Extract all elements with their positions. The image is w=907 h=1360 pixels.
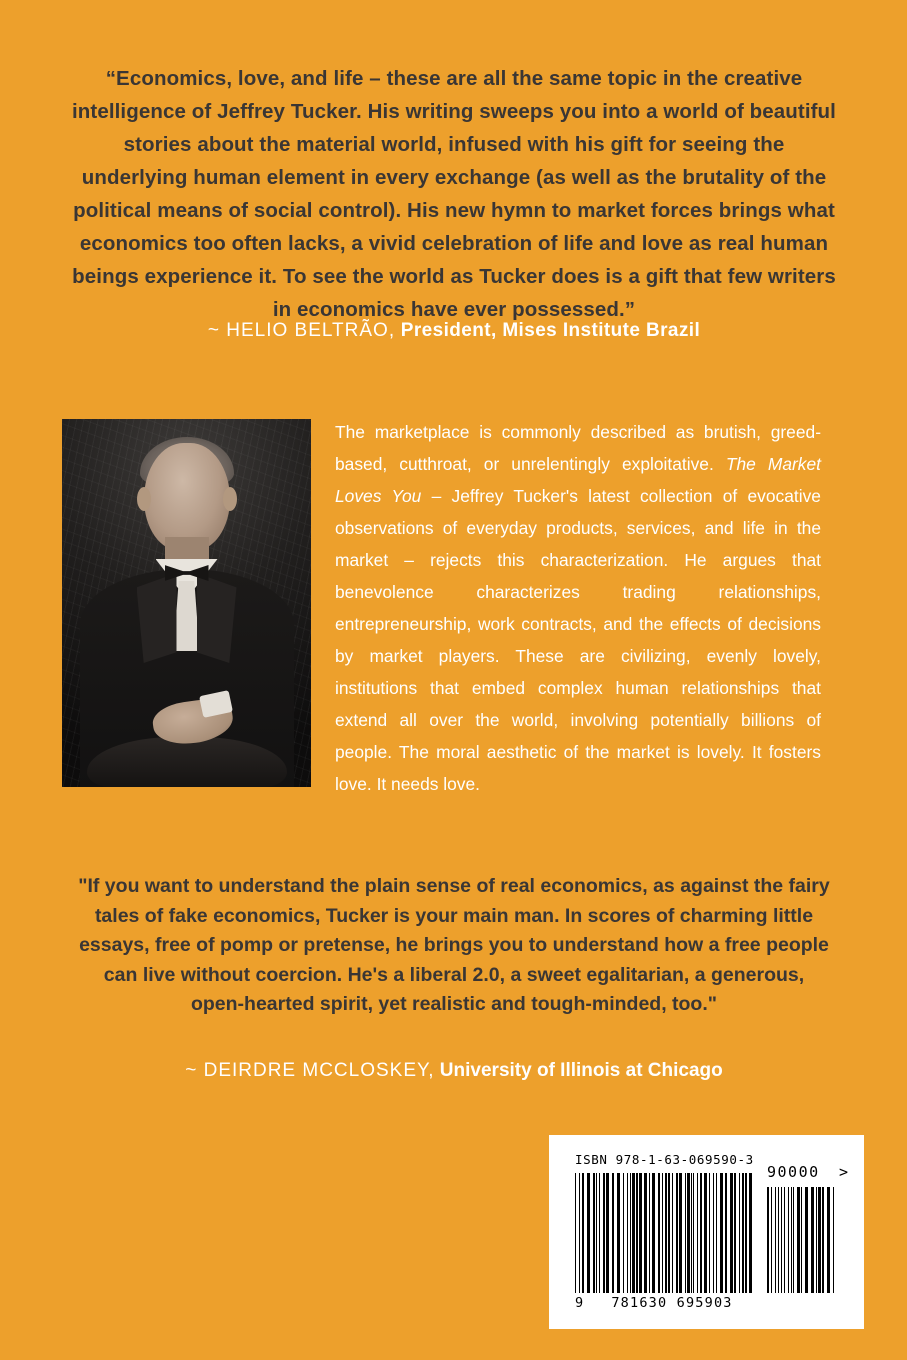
barcode-bar	[822, 1187, 824, 1293]
barcode-bar	[745, 1173, 747, 1293]
barcode-bar	[725, 1173, 727, 1293]
barcode-bar	[676, 1173, 678, 1293]
barcode-bar	[771, 1187, 772, 1293]
barcode-bar	[685, 1173, 686, 1293]
barcode-bar	[700, 1173, 702, 1293]
barcode-bar	[797, 1187, 800, 1293]
barcode-bar	[579, 1173, 580, 1293]
barcode-bar	[720, 1173, 723, 1293]
barcode-bar	[632, 1173, 635, 1293]
barcode-bar	[599, 1173, 600, 1293]
portrait-lapel-left	[137, 573, 177, 663]
barcode-bar	[816, 1187, 817, 1293]
portrait-lapel-right	[197, 573, 237, 663]
barcode-bar	[652, 1173, 655, 1293]
author-portrait-photo	[62, 419, 311, 787]
barcode-bar	[781, 1187, 782, 1293]
barcode-bar	[739, 1173, 740, 1293]
bottom-endorsement-attribution	[78, 1058, 830, 1084]
barcode-bar	[793, 1187, 794, 1293]
barcode-bar	[833, 1187, 834, 1293]
top-endorsement-quote: “Economics, love, and life – these are all the same topic in the creative intelligence of Jeffrey Tucker. His writing sweeps you into a world of beautiful stories about the material world, infused with his gift for seeing the underlying human element in every exchange (as well as the brutality of the political means of social control). His new hymn to market forces brings what economics too often lacks, a vivid celebration of life and love as real human beings experience it. To see the world as Tucker does is a gift that few writers in economics have ever possessed.”	[72, 67, 836, 321]
ean13-first-digit: 9	[575, 1295, 585, 1311]
barcode-bar	[713, 1173, 714, 1293]
barcode-bar	[649, 1173, 650, 1293]
portrait-ear-right	[223, 487, 237, 511]
barcode-bar	[818, 1187, 821, 1293]
barcode-bar	[575, 1173, 576, 1293]
barcode-bar	[658, 1173, 660, 1293]
barcode-bar	[788, 1187, 789, 1293]
barcode-bar	[668, 1173, 670, 1293]
barcode-bar	[687, 1173, 690, 1293]
barcode-bar	[630, 1173, 631, 1293]
barcode-bar	[827, 1187, 830, 1293]
barcode-bar	[672, 1173, 673, 1293]
ean5-digits: 90000	[767, 1163, 820, 1181]
barcode-bar	[587, 1173, 590, 1293]
description-part-1: The marketplace is commonly described as brutish, greed-based, cutthroat, or unrelentingly exploitative.	[335, 422, 821, 474]
barcode-bar	[603, 1173, 605, 1293]
barcode-bar	[623, 1173, 624, 1293]
bottom-endorsement-name: ~ DEIRDRE MCCLOSKEY,	[185, 1060, 435, 1081]
barcode-bar	[627, 1173, 628, 1293]
barcode-bar	[612, 1173, 614, 1293]
barcode-bar	[704, 1173, 707, 1293]
barcode-bar	[679, 1173, 682, 1293]
bottom-endorsement-role: University of Illinois at Chicago	[434, 1060, 723, 1081]
barcode-bar	[767, 1187, 769, 1293]
ean13-barcode	[575, 1173, 755, 1293]
barcode-bar	[734, 1173, 736, 1293]
portrait-ear-left	[137, 487, 151, 511]
barcode-bar	[805, 1187, 808, 1293]
barcode-bar	[582, 1173, 584, 1293]
portrait-head	[144, 443, 230, 551]
barcode-bar	[662, 1173, 663, 1293]
bottom-endorsement-quote: "If you want to understand the plain sense of real economics, as against the fairy tales of fake economics, Tucker is your main man. In scores of charming little essays, free of pomp or pretense, he brings you to understand how a free people can live without coercion. He's a liberal 2.0, a sweet egalitarian, a generous, open-hearted spirit, yet realistic and tough-minded, too."	[78, 875, 830, 1015]
barcode-bar	[596, 1173, 597, 1293]
book-title-mention: The Market Loves You	[335, 454, 821, 506]
ean5-addon-barcode	[767, 1187, 835, 1293]
barcode-bar	[691, 1173, 692, 1293]
barcode-panel	[549, 1135, 864, 1329]
top-endorsement-role: President, Mises Institute Brazil	[395, 320, 701, 341]
barcode-bar	[644, 1173, 647, 1293]
barcode-bar	[791, 1187, 792, 1293]
barcode-bar	[778, 1187, 779, 1293]
top-endorsement-name: ~ HELIO BELTRÃO,	[207, 320, 396, 341]
description-part-2: – Jeffrey Tucker's latest collection of evocative observations of everyday products, services, and life in the market – rejects this characterization. He argues that benevolence characterizes trading relationships, entrepreneurship, work contracts, and the effects of decisions by market players. These are civilizing, evenly lovely, institutions that embed complex human relationships that extend all over the world, involving potentially billions of people. The moral aesthetic of the market is lovely. It fosters love. It needs love.	[335, 486, 821, 794]
barcode-bar	[593, 1173, 595, 1293]
barcode-bar	[784, 1187, 785, 1293]
barcode-bar	[716, 1173, 717, 1293]
ean13-main-digits: 781630 695903	[611, 1295, 733, 1311]
barcode-bar	[801, 1187, 802, 1293]
ean5-caret: >	[839, 1163, 849, 1181]
barcode-bar	[617, 1173, 620, 1293]
barcode-bar	[665, 1173, 667, 1293]
barcode-bar	[709, 1173, 710, 1293]
barcode-bar	[636, 1173, 638, 1293]
barcode-bar	[693, 1173, 694, 1293]
ean13-digits	[575, 1295, 755, 1311]
barcode-bar	[775, 1187, 776, 1293]
barcode-bar	[697, 1173, 698, 1293]
barcode-bar	[606, 1173, 609, 1293]
barcode-bar	[811, 1187, 814, 1293]
barcode-bar	[730, 1173, 733, 1293]
top-endorsement-attribution	[70, 318, 838, 344]
barcode-bar	[742, 1173, 744, 1293]
isbn-label: ISBN 978-1-63-069590-3	[575, 1152, 754, 1167]
barcode-bar	[749, 1173, 752, 1293]
barcode-bar	[639, 1173, 642, 1293]
book-description	[335, 416, 821, 800]
